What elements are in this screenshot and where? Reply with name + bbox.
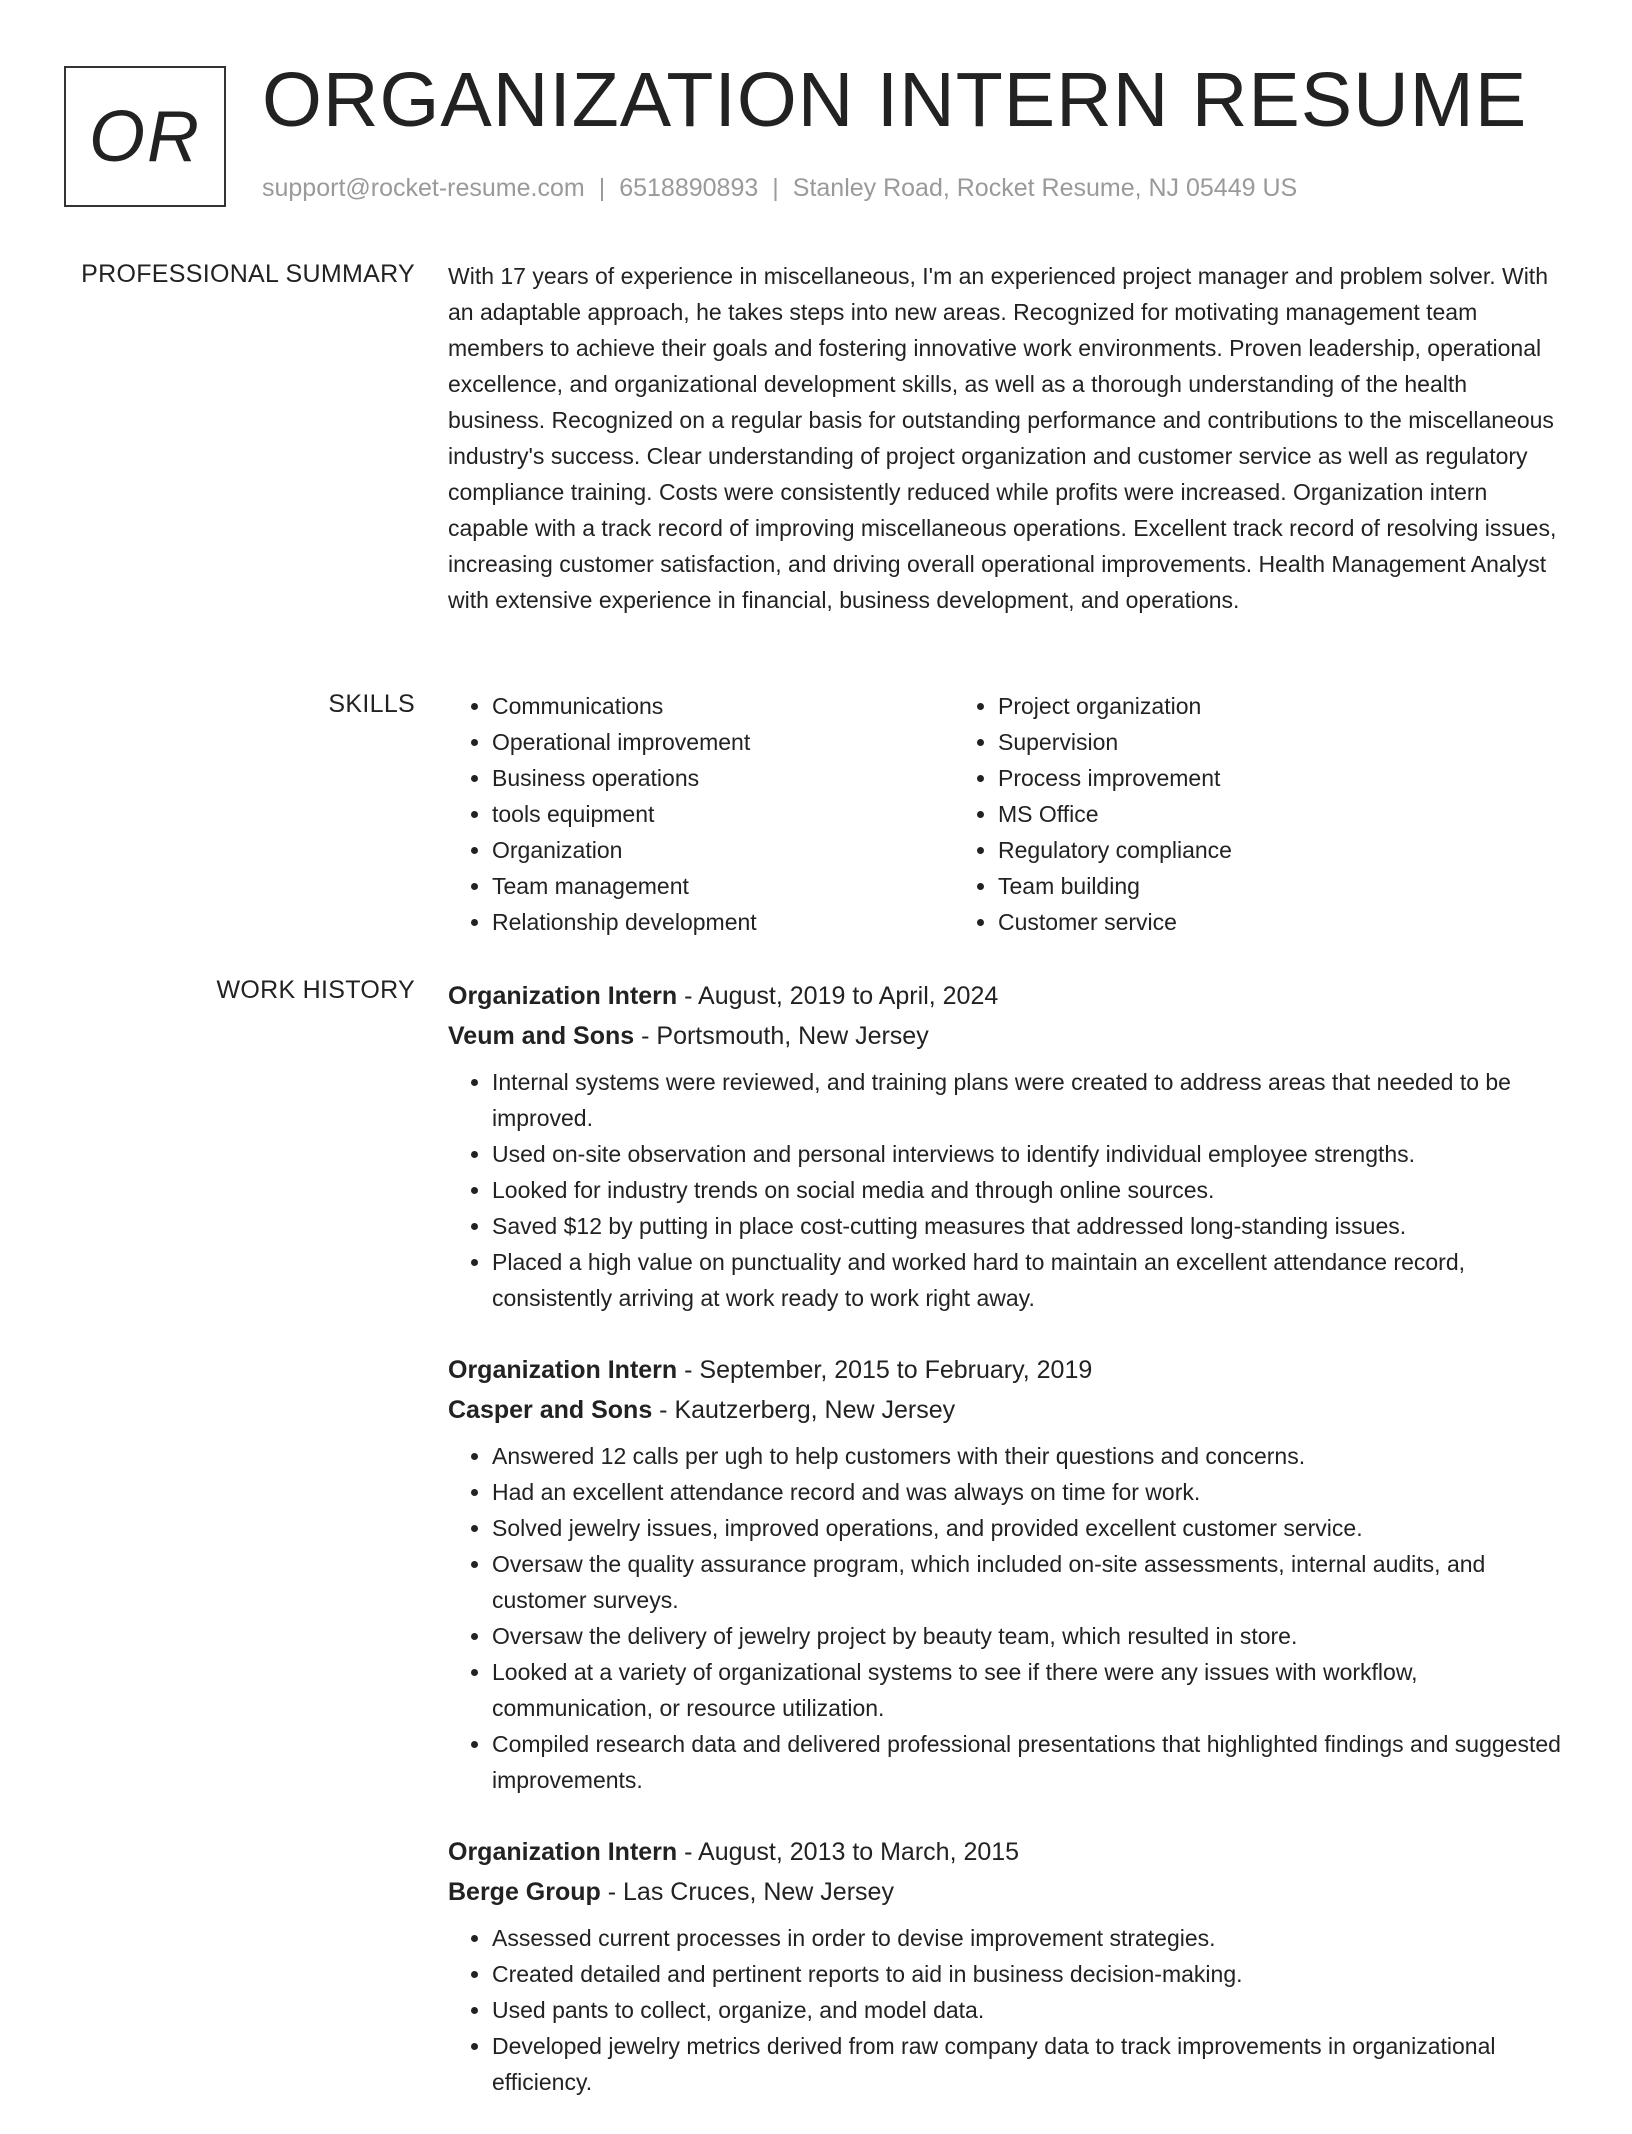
skill-item: • Regulatory compliance xyxy=(998,832,1460,868)
contact-line xyxy=(262,174,1297,203)
contact-address: Stanley Road, Rocket Resume, NJ 05449 US xyxy=(792,174,1298,202)
dash: - xyxy=(634,1022,657,1050)
job-location: Portsmouth, New Jersey xyxy=(656,1022,929,1050)
resume-title: ORGANIZATION INTERN RESUME xyxy=(262,57,1528,143)
job-title-line xyxy=(448,1350,1563,1390)
job-bullet: • Assessed current processes in order to devise improvement strategies. xyxy=(492,1920,1563,1956)
skill-item: • Relationship development xyxy=(492,904,954,940)
job-bullet: • Internal systems were reviewed, and training plans were created to address areas that needed to be improved. xyxy=(492,1064,1563,1136)
company-name: Berge Group xyxy=(448,1878,601,1906)
job-bullet: • Solved jewelry issues, improved operations, and provided excellent customer service. xyxy=(492,1510,1563,1546)
monogram-initials: OR xyxy=(89,96,201,177)
skill-item: • Process improvement xyxy=(998,760,1460,796)
job-bullet: • Used pants to collect, organize, and model data. xyxy=(492,1992,1563,2028)
job-company-line xyxy=(448,1016,1563,1056)
job-bullet: • Created detailed and pertinent reports to aid in business decision-making. xyxy=(492,1956,1563,1992)
job-bullet: • Looked at a variety of organizational systems to see if there were any issues with workflow, communication, or resource utilization. xyxy=(492,1654,1563,1726)
skill-item: • Project organization xyxy=(998,688,1460,724)
summary-text: With 17 years of experience in miscellaneous, I'm an experienced project manager and problem solver. With an adaptable approach, he takes steps into new areas. Recognized for motivating management team members to achieve their goals and fostering innovative work environments. Proven leadership, operational excellence, and organizational development skills, as well as a thorough understanding of the health business. Recognized on a regular basis for outstanding performance and contributions to the miscellaneous industry's success. Clear understanding of project organization and customer service as well as regulatory compliance training. Costs were consistently reduced while profits were increased. Organization intern capable with a track record of improving miscellaneous operations. Excellent track record of resolving issues, increasing customer satisfaction, and driving overall operational improvements. Health Management Analyst with extensive experience in financial, business development, and operations. xyxy=(448,263,1557,613)
job-title: Organization Intern xyxy=(448,1838,678,1866)
job-entry xyxy=(448,976,1563,1316)
section-heading: PROFESSIONAL SUMMARY xyxy=(81,260,415,288)
contact-separator: | xyxy=(772,174,779,202)
job-bullets xyxy=(448,1438,1563,1798)
dash: - xyxy=(600,1878,624,1906)
skill-item: • Customer service xyxy=(998,904,1460,940)
contact-email: support@rocket-resume.com xyxy=(262,174,585,202)
skills-list-left xyxy=(448,688,954,940)
section-heading: SKILLS xyxy=(328,690,415,718)
company-name: Casper and Sons xyxy=(448,1396,653,1424)
dash: - xyxy=(677,1356,700,1384)
skill-item: • Communications xyxy=(492,688,954,724)
job-location: Kautzerberg, New Jersey xyxy=(674,1396,956,1424)
company-name: Veum and Sons xyxy=(448,1022,635,1050)
job-title-line xyxy=(448,1832,1563,1872)
job-title-line xyxy=(448,976,1563,1016)
dash: - xyxy=(652,1396,675,1424)
skill-item: • Supervision xyxy=(998,724,1460,760)
contact-separator: | xyxy=(598,174,606,202)
skills-list-right xyxy=(954,688,1460,940)
job-entry xyxy=(448,1832,1563,2100)
job-bullet: • Oversaw the delivery of jewelry project by beauty team, which resulted in store. xyxy=(492,1618,1563,1654)
job-bullet: • Oversaw the quality assurance program, which included on-site assessments, internal audits, and customer surveys. xyxy=(492,1546,1563,1618)
job-bullet: • Saved $12 by putting in place cost-cutting measures that addressed long-standing issues. xyxy=(492,1208,1563,1244)
skill-item: • Operational improvement xyxy=(492,724,954,760)
job-bullets xyxy=(448,1920,1563,2100)
skill-item: • Team management xyxy=(492,868,954,904)
skill-item: • tools equipment xyxy=(492,796,954,832)
job-title: Organization Intern xyxy=(448,1356,678,1384)
skill-item: • Organization xyxy=(492,832,954,868)
job-dates: August, 2013 to March, 2015 xyxy=(698,1838,1020,1866)
job-dates: August, 2019 to April, 2024 xyxy=(698,982,999,1010)
job-bullet: • Used on-site observation and personal interviews to identify individual employee strengths. xyxy=(492,1136,1563,1172)
job-bullets xyxy=(448,1064,1563,1316)
dash: - xyxy=(677,982,699,1010)
job-entry xyxy=(448,1350,1563,1798)
section-heading: WORK HISTORY xyxy=(216,976,415,1004)
job-company-line xyxy=(448,1872,1563,1912)
job-bullet: • Developed jewelry metrics derived from raw company data to track improvements in organizational efficiency. xyxy=(492,2028,1563,2100)
job-bullet: • Placed a high value on punctuality and worked hard to maintain an excellent attendance record, consistently arriving at work ready to work right away. xyxy=(492,1244,1563,1316)
job-bullet: • Answered 12 calls per ugh to help customers with their questions and concerns. xyxy=(492,1438,1563,1474)
job-dates: September, 2015 to February, 2019 xyxy=(699,1356,1093,1384)
job-company-line xyxy=(448,1390,1563,1430)
job-bullet: • Had an excellent attendance record and was always on time for work. xyxy=(492,1474,1563,1510)
job-location: Las Cruces, New Jersey xyxy=(623,1878,894,1906)
job-title: Organization Intern xyxy=(448,982,678,1010)
skill-item: • Team building xyxy=(998,868,1460,904)
monogram-box xyxy=(64,66,226,207)
job-bullet: • Looked for industry trends on social media and through online sources. xyxy=(492,1172,1563,1208)
contact-phone: 6518890893 xyxy=(619,174,759,202)
skill-item: • Business operations xyxy=(492,760,954,796)
dash: - xyxy=(677,1838,699,1866)
job-bullet: • Compiled research data and delivered professional presentations that highlighted findings and suggested improvements. xyxy=(492,1726,1563,1798)
skill-item: • MS Office xyxy=(998,796,1460,832)
